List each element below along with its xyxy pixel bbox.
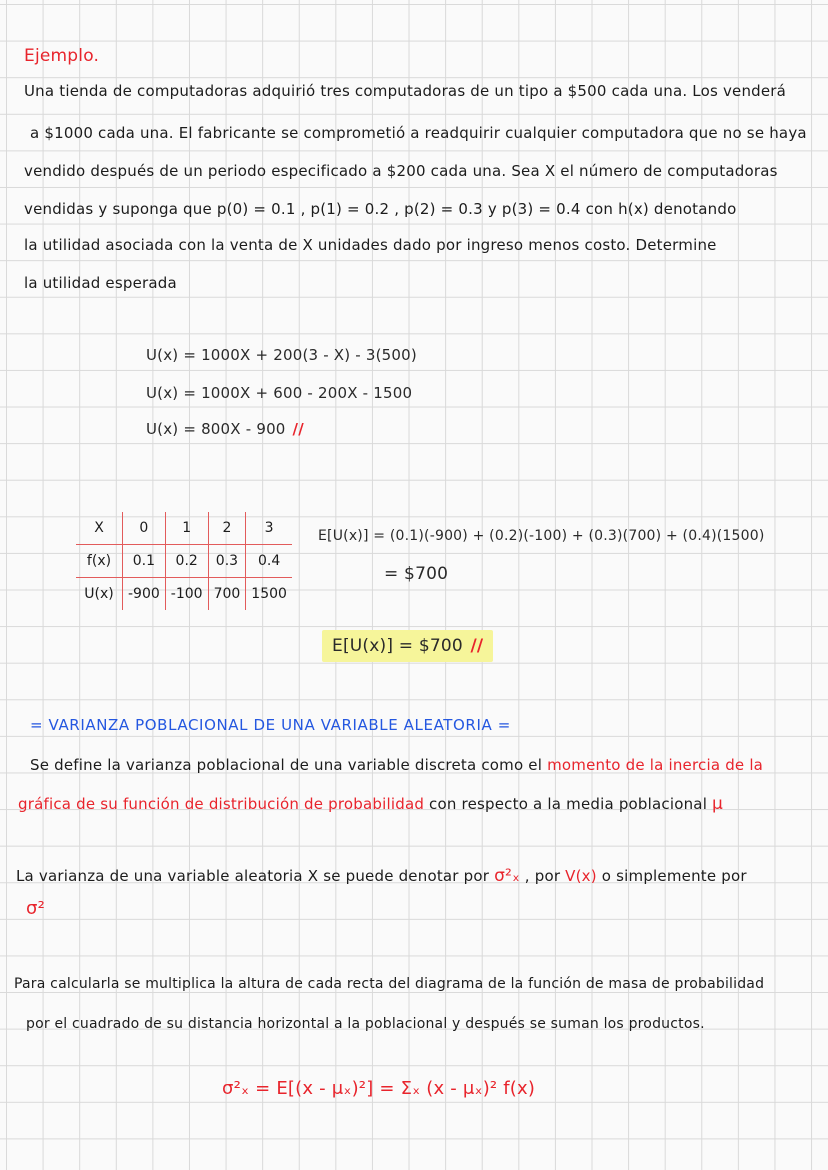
table-cell: f(x)	[76, 545, 123, 578]
table-cell: 0.1	[123, 545, 166, 578]
expected-utility-text: E[U(x)] = $700	[332, 636, 463, 656]
problem-line-1: Una tienda de computadoras adquirió tres computadoras de un tipo a $500 cada una. Los venderá	[24, 82, 787, 100]
table-header-row	[76, 512, 292, 545]
expected-utility-box	[322, 630, 493, 662]
result-mark: //	[292, 420, 304, 438]
table-cell: -100	[165, 578, 208, 611]
example-heading: Ejemplo.	[24, 46, 100, 66]
table-row	[76, 545, 292, 578]
equation-3-text: U(x) = 800X - 900	[146, 420, 286, 438]
table-cell: 2	[208, 512, 246, 545]
sigma-squared: σ²	[26, 898, 46, 919]
problem-line-5: la utilidad asociada con la venta de X unidades dado por ingreso menos costo. Determine	[24, 236, 717, 254]
table-row	[76, 578, 292, 611]
problem-line-6: la utilidad esperada	[24, 274, 177, 292]
expected-utility-highlight	[322, 636, 493, 656]
notation-text: , por	[524, 867, 561, 885]
calc-line-1: Para calcularla se multiplica la altura de cada recta del diagrama de la función de masa de probabilidad	[14, 976, 765, 992]
problem-line-3: vendido después de un periodo especificado a $200 cada una. Sea X el número de computadoras	[24, 162, 778, 180]
definition-highlight: momento de la inercia de la	[547, 756, 764, 774]
equation-3	[146, 420, 304, 438]
mu-symbol: μ	[712, 794, 724, 814]
equation-2: U(x) = 1000X + 600 - 200X - 1500	[146, 384, 413, 402]
definition-line-1	[30, 756, 763, 774]
table-cell: 0.3	[208, 545, 246, 578]
table-cell: U(x)	[76, 578, 123, 611]
variance-v-notation: V(x)	[565, 867, 597, 885]
variance-formula: σ²ₓ = E[(x - μₓ)²] = Σₓ (x - μₓ)² f(x)	[222, 1078, 536, 1099]
definition-line-2	[18, 794, 723, 814]
table-cell: 1500	[246, 578, 292, 611]
section-title: = VARIANZA POBLACIONAL DE UNA VARIABLE ALEATORIA =	[30, 716, 511, 734]
expectation-line-1: E[U(x)] = (0.1)(-900) + (0.2)(-100) + (0.3)(700) + (0.4)(1500)	[318, 528, 765, 544]
table-cell: 1	[165, 512, 208, 545]
sigma-x-squared: σ²ₓ	[494, 866, 520, 886]
table-cell: -900	[123, 578, 166, 611]
definition-text: con respecto a la media poblacional	[429, 795, 708, 813]
table-cell: 0	[123, 512, 166, 545]
definition-text: Se define la varianza poblacional de una variable discreta como el	[30, 756, 543, 774]
distribution-table	[76, 512, 292, 610]
table-cell: 0.2	[165, 545, 208, 578]
definition-highlight: gráfica de su función de distribución de probabilidad	[18, 795, 425, 813]
notation-text: o simplemente por	[601, 867, 747, 885]
expectation-line-2: = $700	[384, 564, 449, 584]
result-mark: //	[470, 636, 484, 656]
notation-text: La varianza de una variable aleatoria X se puede denotar por	[16, 867, 490, 885]
equation-1: U(x) = 1000X + 200(3 - X) - 3(500)	[146, 346, 417, 364]
table-cell: 3	[246, 512, 292, 545]
table-cell: 0.4	[246, 545, 292, 578]
problem-line-2: a $1000 cada una. El fabricante se comprometió a readquirir cualquier computadora que no se haya	[30, 124, 807, 142]
problem-line-4: vendidas y suponga que p(0) = 0.1 , p(1) = 0.2 , p(2) = 0.3 y p(3) = 0.4 con h(x) denotando	[24, 200, 737, 218]
table-cell: X	[94, 520, 104, 536]
table-cell: 700	[208, 578, 246, 611]
notation-line	[16, 866, 747, 886]
calc-line-2: por el cuadrado de su distancia horizontal a la poblacional y después se suman los productos.	[26, 1016, 705, 1032]
